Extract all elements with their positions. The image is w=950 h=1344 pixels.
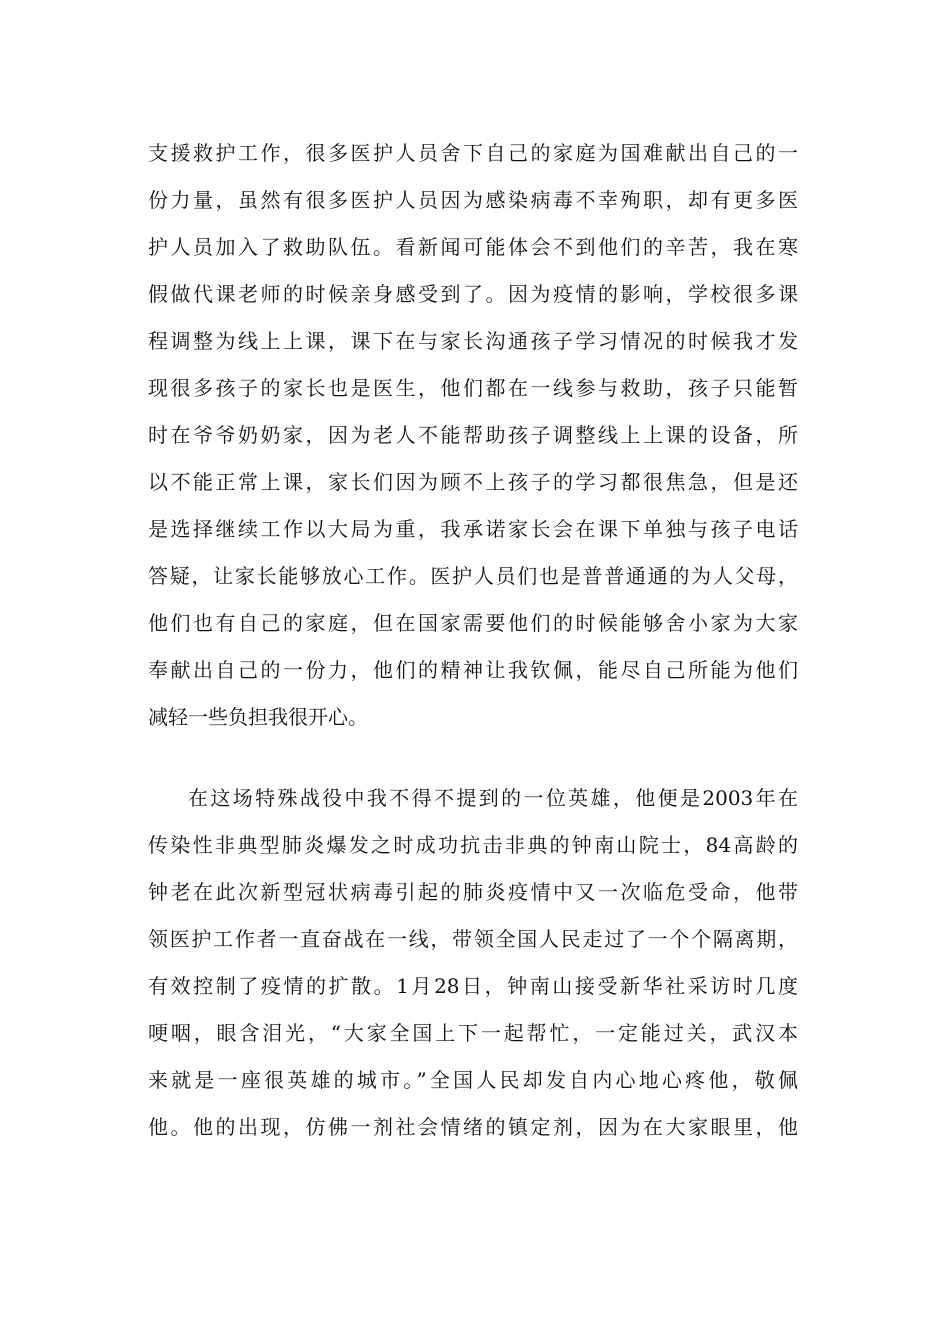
text-line: 现很多孩子的家长也是医生，他们都在一线参与救助，孩子只能暂 (148, 376, 798, 400)
text-line: 领医护工作者一直奋战在一线，带领全国人民走过了一个个隔离期， (148, 927, 798, 951)
paragraph-1 (148, 130, 798, 741)
text-line: 他们也有自己的家庭，但在国家需要他们的时候能够舍小家为大家 (148, 611, 798, 635)
paragraph-spacer (148, 741, 798, 775)
text-line: 有效控制了疫情的扩散。1月28日，钟南山接受新华社采访时几度 (148, 974, 798, 998)
text-line: 哽咽，眼含泪光，“大家全国上下一起帮忙，一定能过关，武汉本 (148, 1021, 798, 1045)
text-line: 时在爷爷奶奶家，因为老人不能帮助孩子调整线上上课的设备，所 (148, 423, 798, 447)
text-line: 来就是一座很英雄的城市。”全国人民却发自内心地心疼他，敬佩 (148, 1068, 798, 1092)
paragraph-2 (148, 775, 798, 1151)
text-line: 奉献出自己的一份力，他们的精神让我钦佩，能尽自己所能为他们 (148, 658, 798, 682)
text-line: 支援救护工作，很多医护人员舍下自己的家庭为国难献出自己的一 (148, 141, 798, 165)
text-line: 钟老在此次新型冠状病毒引起的肺炎疫情中又一次临危受命，他带 (148, 880, 798, 904)
document-body (148, 130, 798, 1151)
text-line: 他。他的出现，仿佛一剂社会情绪的镇定剂，因为在大家眼里，他 (148, 1115, 798, 1139)
text-line: 减轻一些负担我很开心。 (148, 705, 368, 729)
text-line: 以不能正常上课，家长们因为顾不上孩子的学习都很焦急，但是还 (148, 470, 798, 494)
text-line: 答疑，让家长能够放心工作。医护人员们也是普普通通的为人父母， (148, 564, 798, 588)
text-line: 在这场特殊战役中我不得不提到的一位英雄，他便是2003年在 (188, 786, 798, 810)
text-line: 假做代课老师的时候亲身感受到了。因为疫情的影响，学校很多课 (148, 282, 798, 306)
text-line: 传染性非典型肺炎爆发之时成功抗击非典的钟南山院士，84高龄的 (148, 833, 798, 857)
text-line: 程调整为线上上课，课下在与家长沟通孩子学习情况的时候我才发 (148, 329, 798, 353)
text-line: 份力量，虽然有很多医护人员因为感染病毒不幸殉职，却有更多医 (148, 188, 798, 212)
text-line: 是选择继续工作以大局为重，我承诺家长会在课下单独与孩子电话 (148, 517, 798, 541)
text-line: 护人员加入了救助队伍。看新闻可能体会不到他们的辛苦，我在寒 (148, 235, 798, 259)
